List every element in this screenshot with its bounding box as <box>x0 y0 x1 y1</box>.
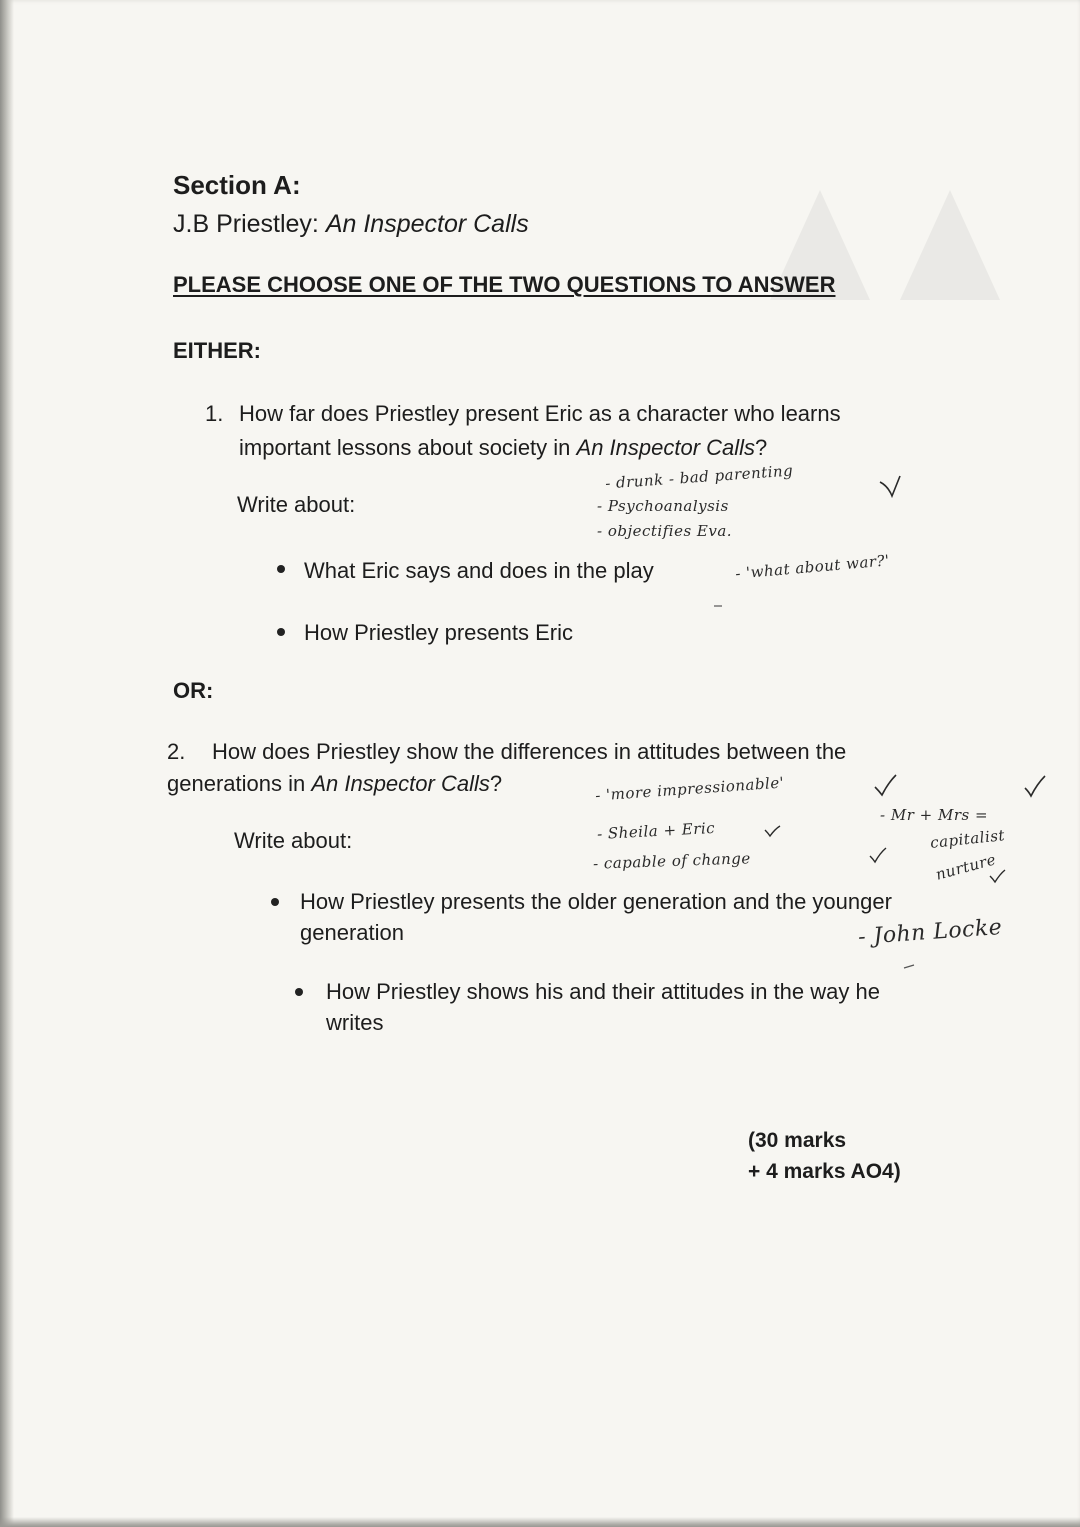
author-name: J.B Priestley: <box>173 210 326 238</box>
question1-bullet2: How Priestley presents Eric <box>304 620 573 645</box>
question1-work-title: An Inspector Calls <box>576 435 756 460</box>
bullet-icon <box>295 988 303 996</box>
tick-mark <box>880 476 900 496</box>
question2-line2 <box>167 767 502 801</box>
bullet-icon <box>271 898 279 906</box>
handwritten-note: - capable of change <box>592 849 752 873</box>
question1-line1: How far does Priestley present Eric as a character who learns <box>239 401 841 426</box>
page-shadow-bottom <box>0 1517 1080 1527</box>
question2-bullet1-line2: generation <box>300 920 404 945</box>
question1-line2 <box>239 431 767 465</box>
or-label: OR: <box>173 678 214 703</box>
tick-mark <box>875 775 896 795</box>
section-title: Section A: <box>173 170 301 200</box>
instruction-heading: PLEASE CHOOSE ONE OF THE TWO QUESTIONS TO ANSWER <box>173 272 836 297</box>
pen-mark <box>904 965 914 968</box>
handwritten-note: - Sheila + Eric <box>596 818 716 844</box>
question2-bullet1-line1: How Priestley presents the older generation and the younger <box>300 889 892 914</box>
work-title: An Inspector Calls <box>325 210 529 238</box>
question2-bullet2-line2: writes <box>326 1010 384 1035</box>
tick-mark <box>1025 776 1045 796</box>
bullet-icon <box>277 565 285 573</box>
question1-write-about: Write about: <box>237 492 356 517</box>
handwritten-note: capitalist <box>929 826 1006 852</box>
handwritten-note: - 'more impressionable' <box>594 773 785 805</box>
handwritten-note: - objectifies Eva. <box>597 522 733 540</box>
tick-mark <box>990 870 1005 882</box>
marks-line2: + 4 marks AO4) <box>748 1160 901 1183</box>
question2-work-title: An Inspector Calls <box>311 771 490 796</box>
marks-allocation <box>748 1125 901 1187</box>
text-author-line <box>173 210 529 239</box>
tick-mark <box>870 848 886 862</box>
question2-bullet2-line1: How Priestley shows his and their attitudes in the way he <box>326 979 880 1004</box>
page-shadow-left <box>0 0 14 1527</box>
question1-line2-text: important lessons about society in <box>239 435 577 460</box>
handwritten-note: nurture <box>933 850 999 884</box>
handwritten-note: - Psychoanalysis <box>597 497 729 515</box>
tick-mark <box>765 826 780 836</box>
handwritten-note: - 'what about war?' <box>734 551 891 583</box>
handwritten-note: - John Locke <box>857 914 1004 951</box>
marks-line1: (30 marks <box>748 1129 847 1152</box>
question2-write-about: Write about: <box>234 828 353 853</box>
question2-line1: How does Priestley show the differences in attitudes between the <box>212 739 847 764</box>
bullet-icon <box>277 628 285 636</box>
question2-line2-text: generations in <box>167 771 312 796</box>
handwritten-note: - Mr + Mrs = <box>880 806 989 824</box>
handwritten-note: - drunk - bad parenting <box>604 461 794 493</box>
question2-question-mark: ? <box>489 771 503 796</box>
question2-number: 2. <box>167 739 186 764</box>
question1-question-mark: ? <box>755 435 768 460</box>
question1-bullet1: What Eric says and does in the play <box>304 558 654 583</box>
question1-number: 1. <box>205 401 224 426</box>
either-label: EITHER: <box>173 338 261 363</box>
